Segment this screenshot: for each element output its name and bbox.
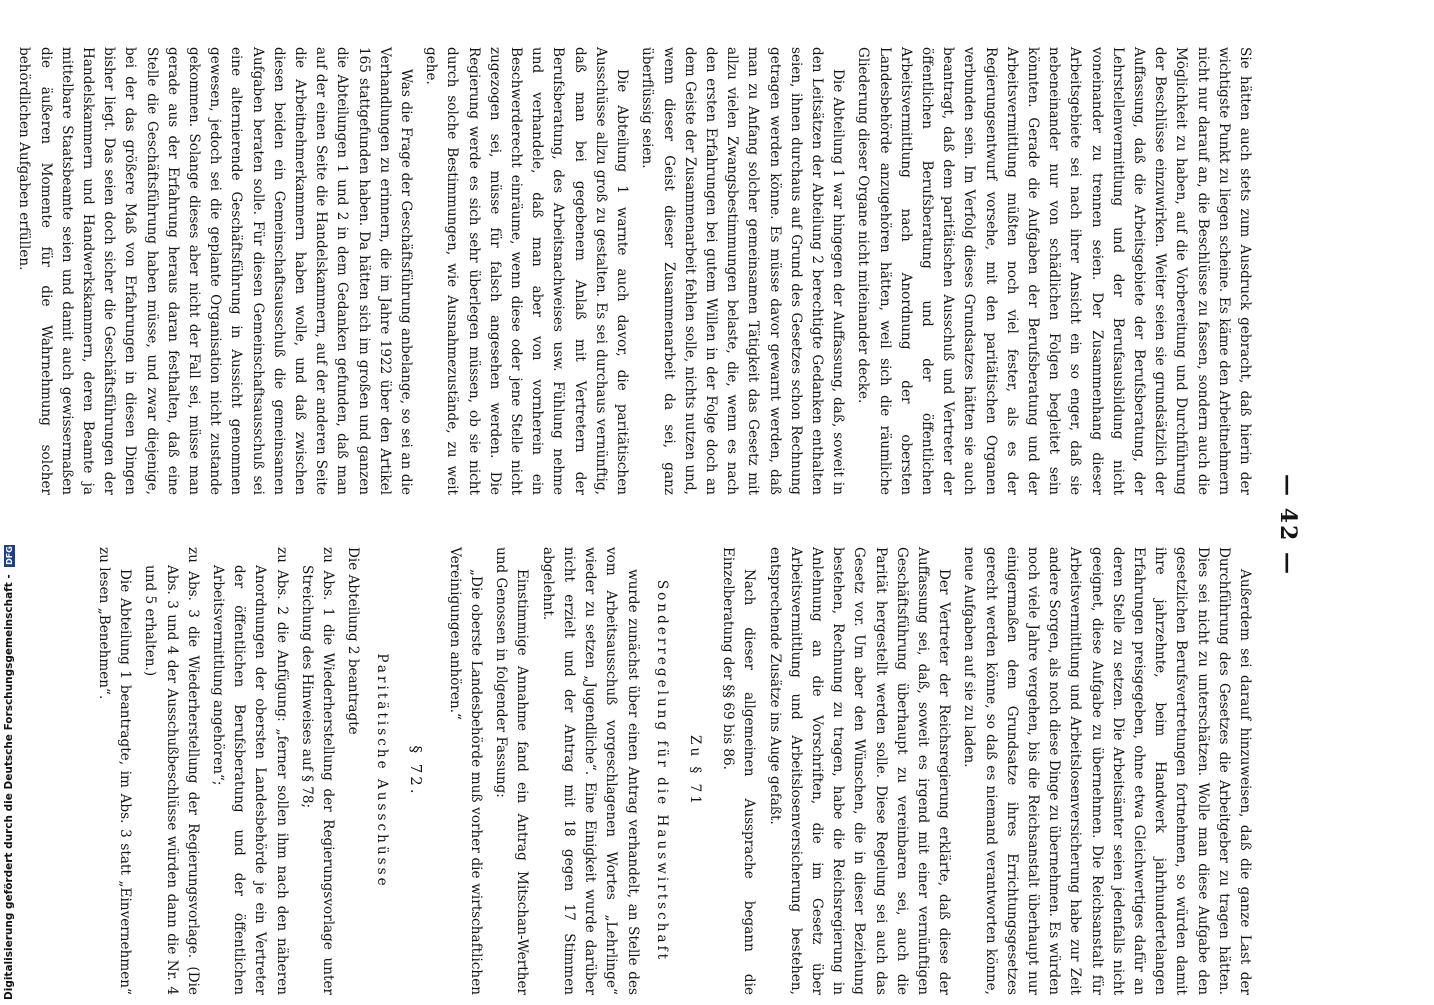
right-column-list-item: zu Abs. 2 die Anfügung: „ferner sollen ihm nach den näheren Anordnungen der obersten Landesbehörde je ein Vertreter der öffentlichen Berufsberatung und der öffentlichen Arbeitsvermittlung angehören“; (210, 547, 290, 995)
page-number-header: — 42 — (1275, 474, 1301, 576)
document-page (15, 45, 1315, 1005)
right-column-heading: Paritätische Ausschüsse (374, 653, 391, 889)
left-column-paragraph: Sie hätten auch stets zum Ausdruck gebracht, daß hierin der wichtigste Punkt zu liegen scheine. Es käme den Arbeitnehmern nicht nur darauf an, die Beschlüsse zu fassen, sondern auch die Möglichkeit zu haben, auf die Vorbereitung und Durchführung der Beschlüsse einzuwirken. Weiter seien sie grundsätzlich der Auffassung, daß die Arbeitsgebiete der Berufsberatung, der Lehrstellenvermittlung und der Berufsausbildung nicht voneinander zu trennen seien. Der Zusammenhang dieser Arbeitsgebiete sei nach ihrer Ansicht ein so enger, daß sie nebeneinander nur von schädlichen Folgen begleitet sein könnten. Gerade die Aufgaben der Berufsberatung und der Arbeitsvermittlung müßten noch viel fester, als es der Regierungsentwurf vorsehe, mit den paritätischen Organen verbunden sein. Im Verfolg dieses Grundsatzes hätten sie auch beantragt, daß dem paritätischen Ausschuß und Vertreter der öffentlichen Berufsberatung und der öffentlichen Arbeitsvermittlung nach Anordnung der obersten Landesbehörde anzugehören hätten, weil sich die räumliche Gliederung dieser Organe nicht miteinander decke. (855, 47, 1253, 495)
left-column-paragraph: Die Abteilung 1 warnte auch davor, die paritätischen Ausschüsse allzu groß zu gestalten. Es sei durchaus vernünftig, daß man bei gegebenem Anlaß mit Vertretern der Berufsberatung, des Arbeitsnachweises usw. Fühlung nehme und verhandele, daß man aber von vornherein ein Beschwerderecht einräume, wenn diese oder jene Stelle nicht zugezogen sei, müsse für falsch angesehen werden. Die Regierung werde es sich sehr überlegen müssen, ob sie nicht durch solche Bestimmungen, wie Ausnahmezustände, zu weit gehe. (423, 47, 631, 495)
right-column-heading: Zu § 71 (686, 735, 703, 807)
left-column-paragraph: Was die Frage der Geschäftsführung anbelange, so sei an die Verhandlungen zu erinnern, die im Jahre 1922 über den Artikel 165 stattgefunden haben. Da hätten sich im großen und ganzen die Abteilungen 1 und 2 in dem Gedanken gefunden, daß man auf der einen Seite die Handelskammern, auf der anderen Seite die Arbeitnehmerkammern haben wolle, und daß zwischen diesen beiden ein Gemeinschaftsausschuß die gemeinsamen Aufgaben beraten solle. Für diesen Gemeinschaftsausschuß sei eine alternierende Geschäftsführung in Aussicht genommen gewesen, jedoch sei die geplante Organisation nicht zustande gekommen. Solange dieses aber nicht der Fall sei, müsse man gerade aus der Erfahrung heraus daran festhalten, daß eine Stelle die Geschäftsführung haben müsse, und zwar diejenige, bei der das größere Maß von Erfahrungen in diesen Dingen bisher liegt. Das seien doch sicher die Geschäftsführungen der Handelskammern und Handwerkskammern, deren Beamte ja mittelbare Staatsbeamte seien und damit auch gewissermaßen die äußeren Momente für die Wahrnehmung solcher behördlichen Aufgaben erfüllen. (16, 47, 415, 495)
dfg-logo: DFG (4, 546, 14, 565)
right-column-paragraph: Einstimmige Annahme fand ein Antrag Mitschan-Werther und Genossen in folgender Fassung: (493, 547, 531, 995)
right-column-paragraph: Die Abteilung 1 beantragte, im Abs. 3 statt „Einvernehmen“ zu lesen „Benehmen“. (96, 547, 134, 995)
right-column-list-item: zu Abs. 1 die Wiederherstellung der Regierungsvorlage unter Streichung des Hinweises auf § 78; (298, 547, 337, 995)
left-column-paragraph: Die Abteilung 1 war hingegen der Auffassung, daß, soweit in den Leitsätzen der Abteilung 2 berechtigte Gedanken enthalten seien, ihnen durchaus auf Grund des Gesetzes schon Rechnung getragen werden könne. Es müsse davor gewarnt werden, daß man zu Anfang solcher gemeinsamen Tätigkeit das Gesetz mit allzu vielen Zwangsbestimmungen belaste, die, wenn es nach den ersten Erfahrungen bei gutem Willen in der Folge doch an dem Geiste der Zusammenarbeit fehlen solle, nichts nutzen und, wenn dieser Geist dieser Zusammenarbeit da sei, ganz überflüssig seien. (639, 47, 847, 495)
right-column-paragraph: Die Abteilung 2 beantragte (345, 547, 362, 735)
right-column-paragraph: Nach dieser allgemeinen Aussprache begann die Einzelberatung der §§ 69 bis 86. (720, 547, 758, 995)
digitization-footer (3, 0, 15, 1000)
right-column-paragraph: wurde zunächst über einen Antrag verhandelt, an Stelle des vom Arbeitsausschuß vorgeschlagenen Wortes „Lehrlinge“ wieder zu setzen „Jugendliche“. Eine Einigkeit wurde darüber nicht erzielt und der Antrag mit 18 gegen 17 Stimmen abgelehnt. (539, 547, 641, 995)
right-column-heading: § 72. (406, 745, 425, 797)
right-column-list-item: zu Abs. 3 die Wiederherstellung der Regierungsvorlage. (Die Abs. 3 und 4 der Ausschußbeschlüsse würden dann die Nr. 4 und 5 erhalten.) (142, 547, 201, 995)
text-column-right (25, 547, 1255, 995)
footer-credit-text: Digitalisierung gefördert durch die Deutsche Forschungsgemeinschaft - (3, 574, 15, 1000)
right-column-paragraph: „Die oberste Landesbehörde muß vorher die wirtschaftlichen Vereinigungen anhören.“ (446, 547, 485, 995)
right-column-heading: Sonderregelung für die Hauswirtschaft (653, 579, 670, 963)
text-column-left (16, 47, 1255, 495)
right-column-paragraph: Der Vertreter der Reichsregierung erklärte, daß diese der Auffassung sei, daß, soweit es irgend mit einer vernünftigen Geschäftsführung überhaupt zu vereinbaren sei, auch die Parität hergestellt werden solle. Diese Regelung sei auch das Gesetz vor. Um aber den Wünschen, die in dieser Beziehung bestehen, Rechnung zu tragen, habe die Reichsregierung in Anlehnung an die Vorschriften, die im Gesetz über Arbeitsvermittlung und Arbeitslosenversicherung bestehen, entsprechende Zusätze ins Auge gefaßt. (766, 547, 953, 995)
right-column-paragraph: Außerdem sei darauf hinzuweisen, daß die ganze Last der Durchführung des Gesetzes die Arbeitgeber zu tragen hätten. Dies sei nicht zu unterschätzen. Wolle man diese Aufgabe den gesetzlichen Berufsvertretungen fortnehmen, so würden damit ihre jahrzehnte, beim Handwerk jahrhundertelangen Erfahrungen preisgegeben, ohne etwa Gleichwertiges dafür an deren Stelle zu setzen. Die Arbeitsämter seien jedenfalls nicht geeignet, diese Aufgabe zu übernehmen. Die Reichsanstalt für Arbeitsvermittlung und Arbeitslosenversicherung habe zur Zeit andere Sorgen, als noch diese Dinge zu übernehmen. Es würden noch viele Jahre vergehen, bis die Reichsanstalt überhaupt nur einigermaßen dem Grundsatze ihres Errichtungsgesetzes gerecht werden könne, so daß es niemand verantworten könne, neue Aufgaben auf sie zu laden. (961, 547, 1253, 995)
